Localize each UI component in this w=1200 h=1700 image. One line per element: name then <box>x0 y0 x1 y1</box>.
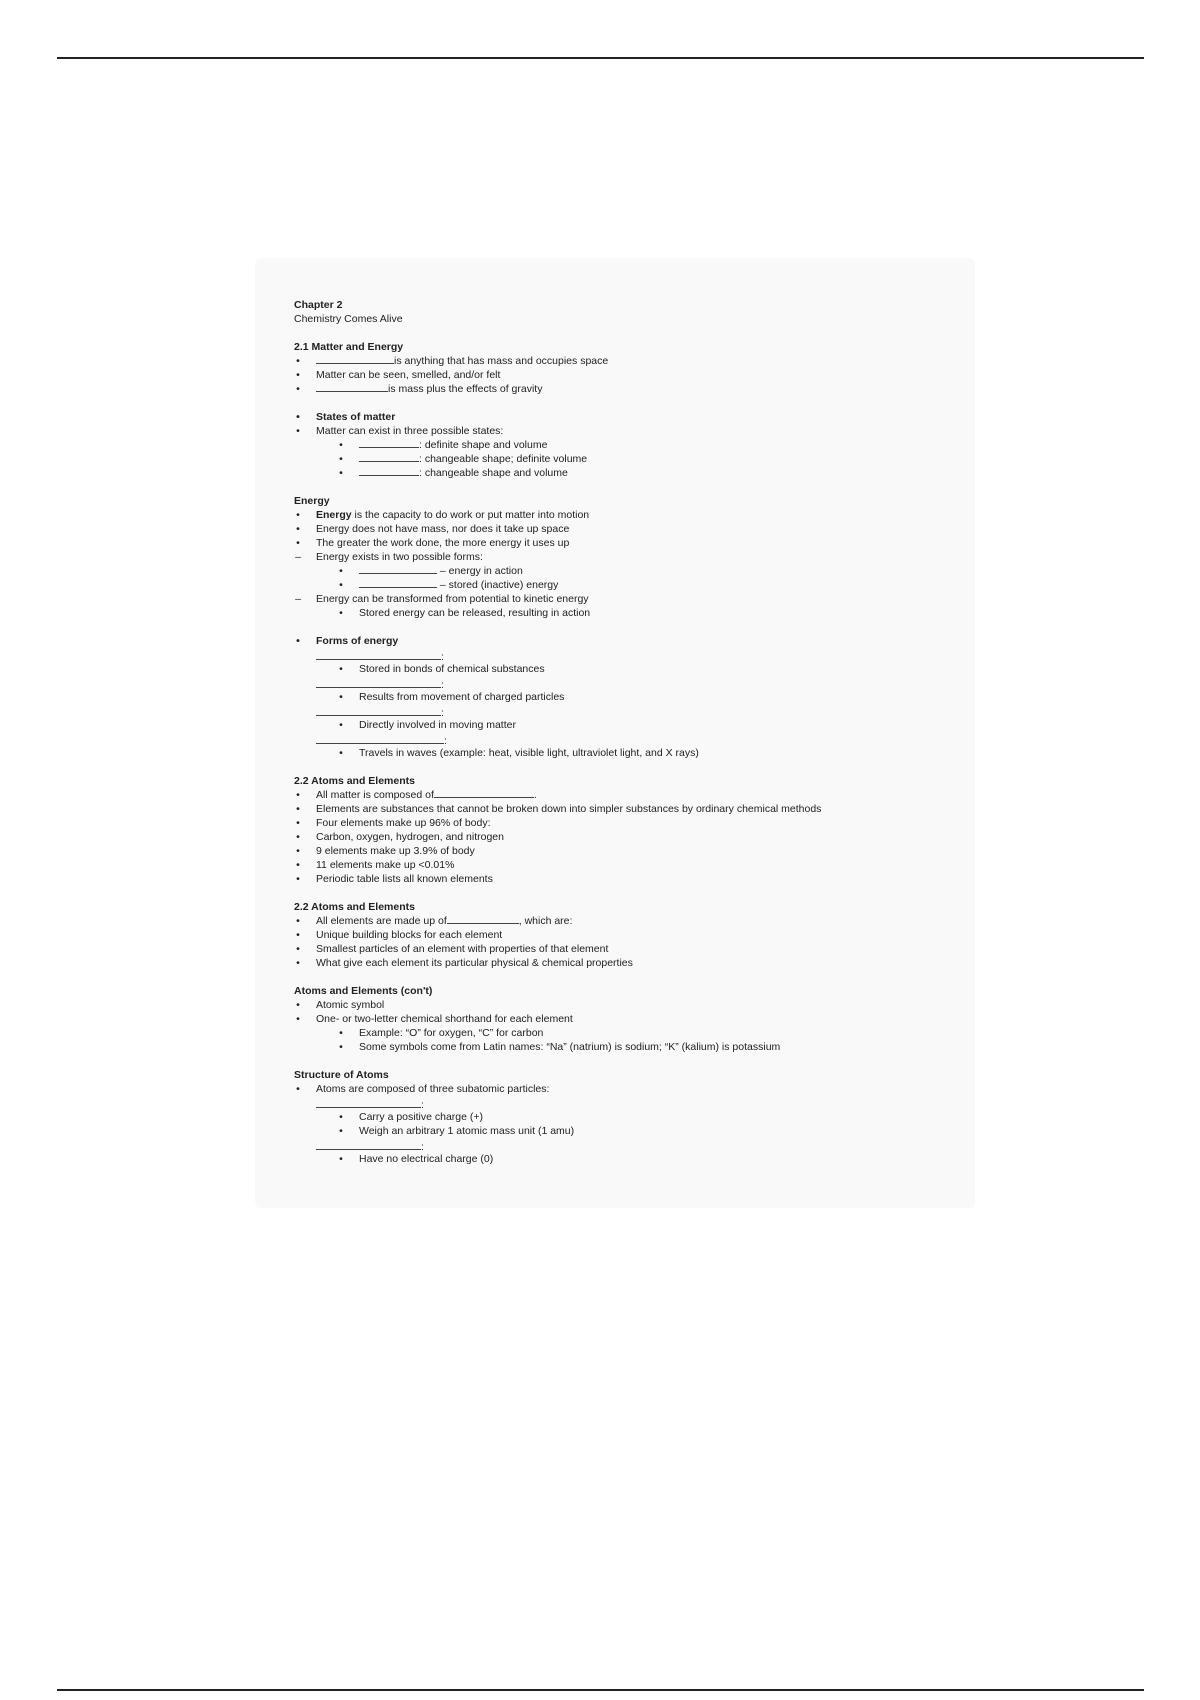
fill-blank-row: : <box>294 1096 954 1110</box>
list-item: • is mass plus the effects of gravity <box>296 383 543 395</box>
fill-blank <box>447 914 519 924</box>
bottom-rule <box>57 1689 1144 1691</box>
list-item: • Four elements make up 96% of body: <box>296 817 491 829</box>
fill-blank <box>434 788 534 798</box>
fill-blank <box>316 1138 421 1150</box>
list-item: • Energy does not have mass, nor does it take up space <box>296 523 570 535</box>
list-item: • Some symbols come from Latin names: “Na” (natrium) is sodium; “K” (kalium) is potassium <box>339 1041 781 1053</box>
list-item: • is anything that has mass and occupies space <box>296 355 609 367</box>
list-item: • Atoms are composed of three subatomic particles: <box>296 1083 550 1095</box>
list-item: • Directly involved in moving matter <box>339 719 516 731</box>
list-item: • : changeable shape and volume <box>339 467 568 479</box>
heading-states-of-matter: • States of matter <box>296 411 396 423</box>
list-item: – Energy can be transformed from potential to kinetic energy <box>295 593 589 605</box>
fill-blank <box>359 578 437 588</box>
fill-blank-row: : <box>294 704 954 718</box>
fill-blank-row: : <box>294 648 954 662</box>
list-item: • Stored energy can be released, resulting in action <box>339 607 591 619</box>
fill-blank <box>316 648 441 660</box>
section-heading-atoms-elements: 2.2 Atoms and Elements <box>294 775 415 787</box>
list-item: • The greater the work done, the more energy it uses up <box>296 537 570 549</box>
list-item: • Smallest particles of an element with properties of that element <box>296 943 609 955</box>
fill-blank <box>316 1096 421 1108</box>
list-item: • 9 elements make up 3.9% of body <box>296 845 475 857</box>
fill-blank-row: : <box>294 732 954 746</box>
list-item: • Results from movement of charged particles <box>339 691 565 703</box>
fill-blank <box>359 466 419 476</box>
list-item: • 11 elements make up <0.01% <box>296 859 455 871</box>
fill-blank-row: : <box>294 1138 954 1152</box>
list-item: • – stored (inactive) energy <box>339 579 559 591</box>
list-item: • Example: “O” for oxygen, “C” for carbon <box>339 1027 544 1039</box>
heading-forms-of-energy: • Forms of energy <box>296 635 399 647</box>
list-item: • Matter can exist in three possible states: <box>296 425 504 437</box>
fill-blank <box>359 564 437 574</box>
list-item: • Unique building blocks for each element <box>296 929 503 941</box>
fill-blank <box>359 438 419 448</box>
document-content <box>294 298 954 1166</box>
list-item: • : changeable shape; definite volume <box>339 453 588 465</box>
list-item: • All elements are made up of , which are: <box>296 915 573 927</box>
list-item: • Weigh an arbitrary 1 atomic mass unit (1 amu) <box>339 1125 575 1137</box>
list-item: • Atomic symbol <box>296 999 385 1011</box>
fill-blank <box>316 354 394 364</box>
list-item: • Stored in bonds of chemical substances <box>339 663 545 675</box>
fill-blank <box>316 732 444 744</box>
list-item: • Elements are substances that cannot be broken down into simpler substances by ordinary chemical methods <box>296 803 822 815</box>
fill-blank <box>316 382 388 392</box>
chapter-title: Chemistry Comes Alive <box>294 313 403 325</box>
list-item: • All matter is composed of . <box>296 789 537 801</box>
list-item: • One- or two-letter chemical shorthand for each element <box>296 1013 573 1025</box>
heading-structure-of-atoms: Structure of Atoms <box>294 1069 389 1081</box>
section-heading-matter-energy: 2.1 Matter and Energy <box>294 341 404 353</box>
list-item: • Carry a positive charge (+) <box>339 1111 484 1123</box>
list-item: • Matter can be seen, smelled, and/or felt <box>296 369 501 381</box>
list-item: – Energy exists in two possible forms: <box>295 551 483 563</box>
list-item: • Periodic table lists all known elements <box>296 873 493 885</box>
list-item: • What give each element its particular physical & chemical properties <box>296 957 633 969</box>
fill-blank <box>316 704 441 716</box>
chapter-number: Chapter 2 <box>294 299 343 311</box>
fill-blank <box>316 676 441 688</box>
list-item: • – energy in action <box>339 565 523 577</box>
fill-blank-row: : <box>294 676 954 690</box>
list-item: • Carbon, oxygen, hydrogen, and nitrogen <box>296 831 504 843</box>
fill-blank <box>359 452 419 462</box>
top-rule <box>57 57 1144 59</box>
list-item: • Have no electrical charge (0) <box>339 1153 494 1165</box>
heading-energy: Energy <box>294 495 330 507</box>
list-item: • : definite shape and volume <box>339 439 548 451</box>
list-item: • Energy is the capacity to do work or put matter into motion <box>296 509 590 521</box>
heading-atoms-elements-cont: Atoms and Elements (con't) <box>294 985 433 997</box>
section-heading-atoms-elements-2: 2.2 Atoms and Elements <box>294 901 415 913</box>
list-item: • Travels in waves (example: heat, visible light, ultraviolet light, and X rays) <box>339 747 699 759</box>
